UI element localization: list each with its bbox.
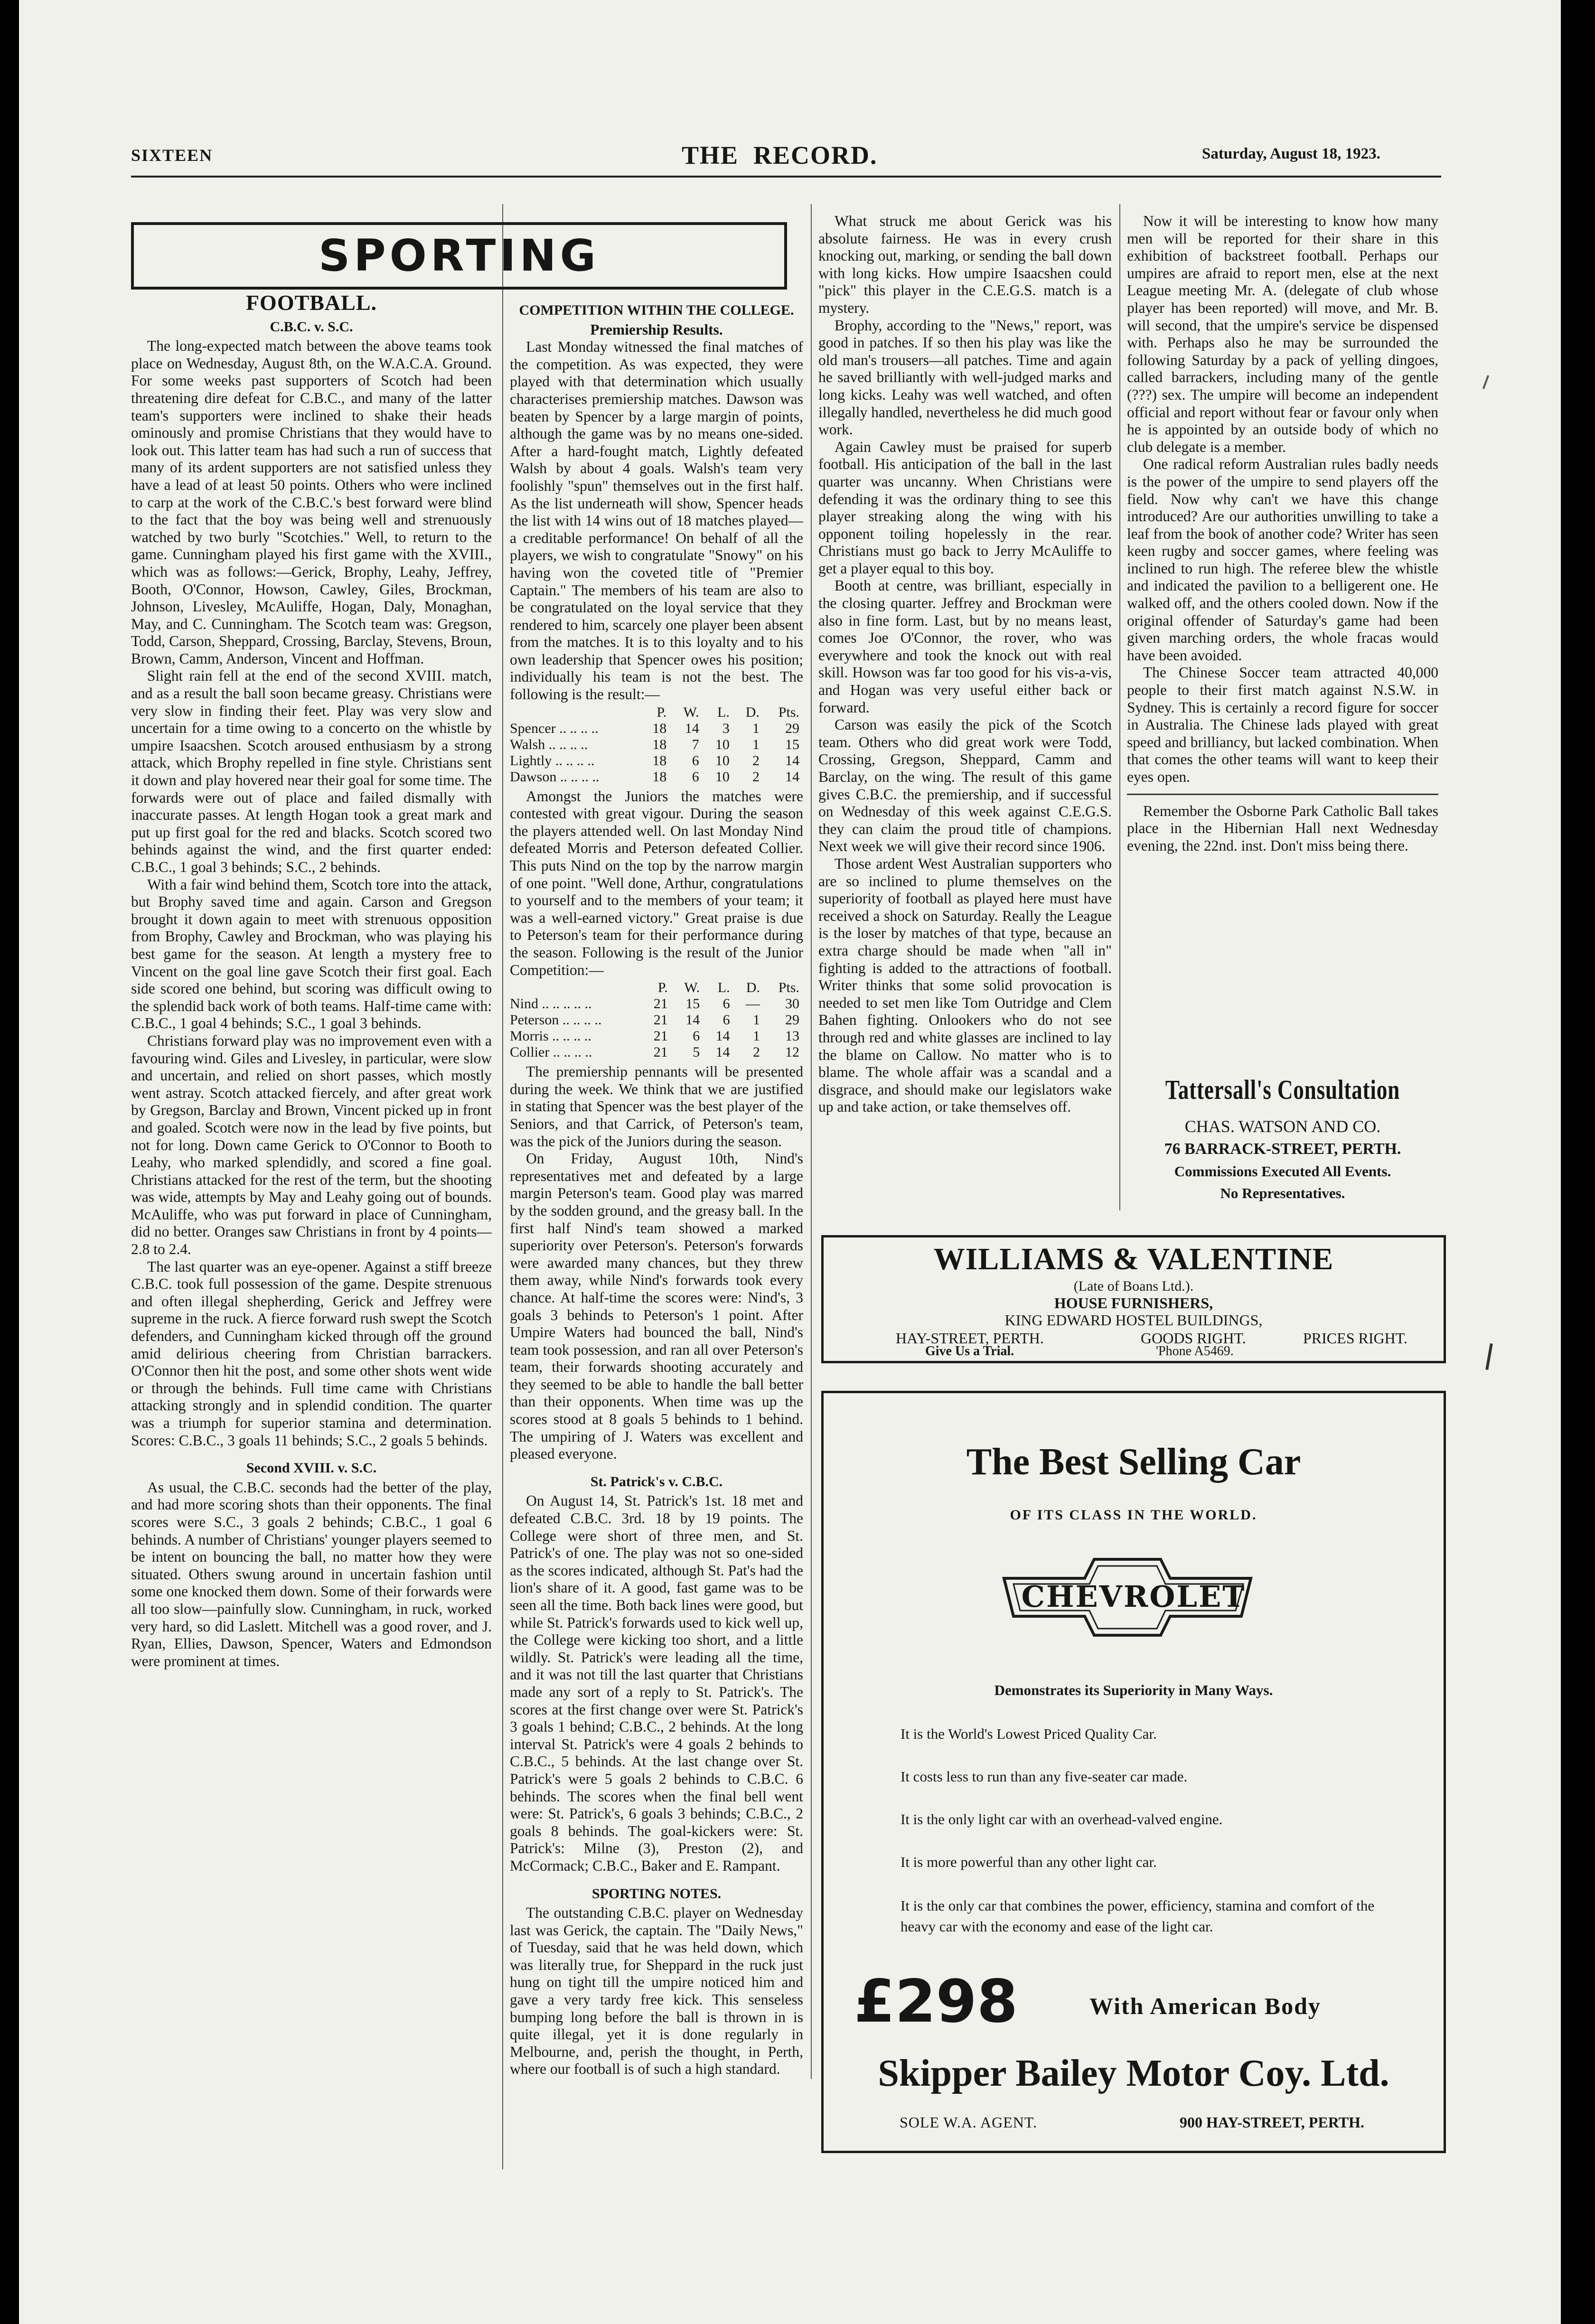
article-paragraph: Christians forward play was no improvement even with a favouring wind. Giles and Livesley, in particular, were slow and uncertain, and relied on short passes, which mostly went astray. Scotch attacked fiercely, and after great work by Gregson, Barclay and Brown, Vincent picked up in front and goaled. Scotch were now in the lead by five points, but not for long. Down came Gerick to O'Connor to Booth to Leahy, who marked splendidly, and scored a fine goal. Christians attacked for the rest of the term, but the shooting was wide, attempts by May and Leahy going out of bounds. McAuliffe, who was put forward in place of Cunningham, did no better. Oranges saw Christians in front by 4 points—2.8 to 2.4.	[131, 1032, 492, 1258]
table-cell: 18	[652, 736, 667, 752]
table-cell: 14	[785, 752, 799, 768]
football-heading: FOOTBALL.	[245, 290, 377, 315]
table-cell: 14	[715, 1044, 730, 1060]
chevrolet-brand: CHEVROLET	[1021, 1579, 1246, 1614]
table-row	[510, 1028, 803, 1044]
table-cell: 10	[715, 736, 730, 752]
article-paragraph: As usual, the C.B.C. seconds had the better of the play, and had more scoring shots than their opponents. The final scores were S.C., 3 goals 2 behinds; C.B.C., 1 goal 6 behinds. A number of Christians' younger players seemed to be intent on bouncing the ball, no matter how they were situated. Others swung around in uncertain fashion until some one knocked them down. Some of their forwards were all too slow—painfully slow. Cunningham, in ruck, worked very hard, so did Laslett. Mitchell was a good rover, and J. Ryan, Ellies, Dawson, Spencer, Waters and Edmondson were prominent at times.	[131, 1479, 492, 1669]
column-header: D.	[745, 704, 760, 720]
williams-trial: Give Us a Trial.	[925, 1344, 1014, 1359]
table-cell: 1	[752, 736, 760, 752]
chevrolet-agent: SOLE W.A. AGENT.	[900, 2114, 1038, 2131]
column-4	[1127, 213, 1438, 1072]
table-cell: 5	[693, 1044, 700, 1060]
chevrolet-headline: The Best Selling Car	[966, 1441, 1301, 1483]
column-1	[131, 290, 492, 2169]
column-rule	[502, 204, 503, 2169]
tattersalls-firm: CHAS. WATSON AND CO.	[1184, 1117, 1381, 1136]
table-cell: 18	[652, 720, 667, 736]
table-row	[510, 769, 803, 785]
table-cell: Peterson .. .. .. ..	[510, 1012, 602, 1028]
table-cell: Spencer .. .. .. ..	[510, 720, 599, 736]
table-cell: 3	[722, 720, 730, 736]
table-cell: 1	[752, 720, 760, 736]
osborne-park-notice: Remember the Osborne Park Catholic Ball takes place in the Hibernian Hall next Wednesday evening, the 22nd. inst. Don't miss being there.	[1127, 802, 1438, 854]
table-cell: 2	[752, 768, 760, 785]
table-cell: 7	[692, 736, 699, 752]
table-cell: Lightly .. .. .. ..	[510, 752, 595, 768]
senior-results-table	[510, 704, 803, 785]
table-cell: —	[746, 996, 760, 1012]
article-paragraph: The last quarter was an eye-opener. Against a stiff breeze C.B.C. took full possession of the game. Despite strenuous and often illegal shepherding, Gerick and Jeffrey were supreme in the ruck. A fierce forward rush swept the Scotch defenders, and Cunningham kicked through off the ground amid delirious cheering from Christian barrackers. O'Connor then hit the post, and some other shots went wide or through the behinds. Full time came with Christians attacking strongly and in splendid condition. The quarter was a triumph for superior stamina and determination. Scores: C.B.C., 3 goals 11 behinds; S.C., 2 goals 5 behinds.	[131, 1258, 492, 1449]
table-cell: 6	[722, 1012, 730, 1028]
margin-mark	[1482, 375, 1489, 389]
table-cell: 21	[653, 1044, 668, 1060]
chevrolet-dealer-address: 900 HAY-STREET, PERTH.	[1180, 2114, 1364, 2131]
table-row	[510, 1044, 803, 1060]
table-cell: 6	[692, 768, 699, 785]
table-cell: 21	[653, 996, 668, 1012]
tattersalls-ad	[1127, 1074, 1438, 1209]
column-header: L.	[717, 704, 730, 720]
article-paragraph: Amongst the Juniors the matches were contested with great vigour. During the season the players attended well. On last Monday Nind defeated Morris and Peterson defeated Collier. This puts Nind on the top by the narrow margin of one point. "Well done, Arthur, congratulations to yourself and to the members of your team; it was a well-earned victory." Great praise is due to Peterson's team for their performance during the season. Following is the result of the Junior Competition:—	[510, 787, 803, 978]
column-2	[510, 302, 803, 2177]
article-paragraph: The outstanding C.B.C. player on Wednesday last was Gerick, the captain. The "Daily News," of Tuesday, said that he was held down, which was literally true, for Sheppard in the ruck just hung on tight till the umpire noticed him and gave a very tardy free kick. This senseless bumping long before the ball is thrown in is quite illegal, yet it is done regularly in Melbourne, and, perish the thought, in Perth, where our football is of such a high standard.	[510, 1904, 803, 2078]
table-cell: 21	[653, 1028, 668, 1044]
williams-prices: PRICES RIGHT.	[1303, 1330, 1407, 1347]
table-cell: 12	[785, 1044, 799, 1060]
chevrolet-price: £298	[854, 1968, 1018, 2036]
column-header: W.	[683, 704, 699, 720]
match-heading-second-xviii: Second XVIII. v. S.C.	[246, 1460, 377, 1476]
column-header: P.	[657, 704, 667, 720]
column-rule	[1119, 204, 1120, 1210]
table-cell: Morris .. .. .. ..	[510, 1028, 591, 1044]
tattersalls-line: No Representatives.	[1220, 1185, 1345, 1201]
williams-valentine-ad	[821, 1235, 1446, 1363]
article-paragraph: The long-expected match between the above teams took place on Wednesday, August 8th, on the W.A.C.A. Ground. For some weeks past supporters of Scotch had been threatening dire defeat for C.B.C., and many of the latter team's supporters were inclined to shake their heads ominously and promise Christians that they would have to look out. This latter team has had such a run of success that many of its ardent supporters are not satisfied unless they have a lead of at least 50 points. Others who were inclined to carp at the work of the C.B.C.'s best forward were blind to the fact that the boy was being well and strenuously watched by two burly "Scotchies." Well, to return to the game. Cunningham played his first game with the XVIII., which was as follows:—Gerick, Brophy, Leahy, Jeffrey, Booth, O'Connor, Howson, Cawley, Giles, Brockman, Johnson, Livesley, McAuliffe, Hogan, Daly, Monaghan, May, and C. Cunningham. The Scotch team was: Gregson, Todd, Carson, Sheppard, Crossing, Barclay, Stevens, Broun, Brown, Camm, Anderson, Vincent and Hoffman.	[131, 337, 492, 667]
table-cell: 15	[785, 736, 799, 752]
divider	[1127, 794, 1438, 795]
table-cell: 29	[785, 1012, 799, 1028]
chevrolet-point: It costs less to run than any five-seater car made.	[901, 1768, 1188, 1785]
article-paragraph: One radical reform Australian rules badly needs is the power of the umpire to send players off the field. Now why can't we have this change introduced? Are our authorities unwilling to take a leaf from the book of another code? Writer has seen keen rugby and soccer games, where feeling was inclined to run high. The referee blew the whistle and indicated the pavilion to a belligerent one. He walked off, and the others cooled down. Now if the original offender of Saturday's game had been given marching orders, the whole fracas would have been avoided.	[1127, 456, 1438, 664]
table-header-row	[510, 980, 803, 996]
table-cell: 30	[785, 996, 799, 1012]
table-row	[510, 737, 803, 753]
sporting-notes-heading: SPORTING NOTES.	[591, 1885, 722, 1902]
match-heading-cbc-sc: C.B.C. v. S.C.	[270, 319, 353, 335]
table-cell: Nind .. .. .. .. ..	[510, 996, 592, 1012]
masthead: THE RECORD.	[682, 141, 878, 169]
table-cell: 1	[753, 1012, 760, 1028]
williams-street: HAY-STREET, PERTH.	[896, 1330, 1044, 1347]
williams-title: WILLIAMS & VALENTINE	[933, 1242, 1334, 1276]
tattersalls-line: Commissions Executed All Events.	[1174, 1163, 1391, 1180]
column-header: P.	[657, 980, 668, 996]
chevrolet-point: It is the only light car with an overhead-valved engine.	[901, 1811, 1223, 1827]
article-paragraph: What struck me about Gerick was his absolute fairness. He was in every crush knocking out, marking, or sending the ball down with long kicks. How umpire Isaacshen could "pick" this player in the C.E.G.S. match is a mystery.	[818, 213, 1112, 316]
premiership-results-heading: Premiership Results.	[590, 321, 723, 338]
table-cell: 1	[753, 1028, 760, 1044]
article-paragraph: The premiership pennants will be presented during the week. We think that we are justified in stating that Spencer was the best player of the Seniors, and that Carrick, of Peterson's team, was the pick of the Juniors during the season.	[510, 1063, 803, 1150]
column-header	[510, 980, 641, 996]
sporting-banner-title: SPORTING	[318, 230, 600, 281]
chevrolet-demonstrates: Demonstrates its Superiority in Many Ways.	[994, 1682, 1273, 1698]
williams-building: KING EDWARD HOSTEL BUILDINGS,	[1004, 1312, 1263, 1329]
table-cell: 6	[693, 1028, 700, 1044]
article-paragraph: Carson was easily the pick of the Scotch team. Others who did great work were Todd, Crossing, Gregson, Sheppard, Camm and Barclay, on the wing. The result of this game gives C.B.C. the premiership, and if successful on Wednesday of this week against C.E.G.S. they can claim the proud title of champions. Next week we will give their record since 1906.	[818, 716, 1112, 855]
column-header: Pts.	[778, 980, 799, 996]
column-header: D.	[746, 980, 760, 996]
chevrolet-price-note: With American Body	[1089, 1993, 1321, 2019]
article-paragraph: Now it will be interesting to know how many men will be reported for their share in this exhibition of backstreet football. Perhaps our umpires are afraid to report men, else at the next League meeting Mr. A. (delegate of club whose player has been reported) will move, and Mr. B. will second, that the umpire's service be dispensed with. Perhaps also he may be surrounded the following Saturday by a pack of yelling dingoes, called barrackers, including many of the gentle (???) sex. The umpire will become an independent official and report without fear or favour only when he is appointed by an outside body of which no club delegate is a member.	[1127, 213, 1438, 455]
margin-mark	[1485, 1343, 1493, 1370]
table-cell: 6	[692, 752, 699, 768]
article-paragraph: Again Cawley must be praised for superb football. His anticipation of the ball in the last quarter was uncanny. When Christians were defending it was the ordinary thing to see this player streaking along the wing with his opponent toiling hopelessly in the rear. Christians must go back to Jerry McAuliffe to get a player equal to this boy.	[818, 438, 1112, 577]
match-heading-st-patricks: St. Patrick's v. C.B.C.	[590, 1473, 723, 1490]
williams-trade: HOUSE FURNISHERS,	[1054, 1294, 1213, 1312]
table-cell: 13	[785, 1028, 799, 1044]
article-paragraph: Those ardent West Australian supporters who are so inclined to plume themselves on the superiority of football as played here must have received a shock on Saturday. Really the League is the loser by matches of that type, because an extra charge should be made when "all in" fighting is added to the attractions of football. Writer thinks that some solid provocation is needed to set men like Tom Outridge and Clem Bahen fighting. Onlookers who do not see through red and white glasses are inclined to lay the blame on Callow. No matter who is to blame. The whole affair was a scandal and a disgrace, and should make our legislators wake up and take action, or take themselves off.	[818, 855, 1112, 1115]
article-paragraph: Brophy, according to the "News," report, was good in patches. If so then his play was like the old man's trousers—all patches. Time and again he saved brilliantly with well-judged marks and long kicks. Leahy was well watched, and often illegally handled, nevertheless he did much good work.	[818, 317, 1112, 438]
competition-heading: COMPETITION WITHIN THE COLLEGE.	[519, 302, 794, 318]
tattersalls-title: Tattersall's Consultation	[1165, 1074, 1400, 1105]
article-paragraph: Booth at centre, was brilliant, especially in the closing quarter. Jeffrey and Brockman were also in fine form. Last, but by no means least, comes Joe O'Connor, the rover, who was everywhere and took the knock out with real skill. Howson was far too good for his vis-a-vis, and Hogan was very useful either back or forward.	[818, 577, 1112, 716]
table-row	[510, 996, 803, 1012]
article-paragraph: Slight rain fell at the end of the second XVIII. match, and as a result the ball soon became greasy. Christians were very slow in finding their feet. Play was very slow and uncertain for a time owing to a concerto on the whistle by umpire Isaacshen. Scotch aroused enthusiasm by a strong attack, which Brophy repelled in fine style. Christians sent it down and play hovered near their goal for some time. The forwards were out of place and failed dismally with inaccurate passes. At length Hogan took a great mark and put up first goal for the red and blacks. Scotch scored two behinds against the wind, and the first quarter ended: C.B.C., 1 goal 3 behinds; S.C., 2 behinds.	[131, 667, 492, 875]
williams-phone: 'Phone A5469.	[1156, 1344, 1234, 1359]
table-cell: 10	[715, 752, 730, 768]
sporting-banner	[131, 222, 787, 290]
article-paragraph: With a fair wind behind them, Scotch tore into the attack, but Brophy saved time and again. Carson and Gregson brought it down again to meet with strenuous opposition from Brophy, Cawley and Brockman, who was playing his best game for the season. At length a mystery free to Vincent on the goal line gave Scotch their first goal. Each side scored one behind, but scoring was difficult owing to the splendid back work of both teams. Half-time came with: C.B.C., 1 goal 4 behinds; S.C., 1 goal 3 behinds.	[131, 876, 492, 1032]
table-cell: 2	[753, 1044, 760, 1060]
table-cell: 6	[722, 996, 730, 1012]
column-header	[510, 704, 640, 721]
table-cell: 10	[715, 768, 730, 785]
chevrolet-point: It is the only car that combines the power, efficiency, stamina and comfort of the heavy car with the economy and ease of the light car.	[901, 1897, 1375, 1935]
table-cell: Dawson .. .. .. ..	[510, 768, 600, 785]
tattersalls-address: 76 BARRACK-STREET, PERTH.	[1164, 1140, 1401, 1158]
page-label: SIXTEEN	[131, 146, 213, 165]
article-paragraph: The Chinese Soccer team attracted 40,000 people to their first match against N.S.W. in Sydney. This is certainly a record figure for soccer in Australia. The Chinese lads played with great speed and brilliancy, but lacked combination. When that comes the other teams will want to keep their eyes open.	[1127, 664, 1438, 785]
table-cell: 15	[685, 996, 700, 1012]
table-cell: 29	[785, 720, 799, 736]
table-cell: 14	[785, 768, 799, 785]
column-rule	[811, 204, 812, 2079]
column-header: Pts.	[778, 704, 799, 720]
table-cell: Collier .. .. .. ..	[510, 1044, 592, 1060]
table-cell: 14	[685, 1012, 700, 1028]
column-header: W.	[684, 980, 700, 996]
williams-subtitle: (Late of Boans Ltd.).	[1073, 1278, 1194, 1294]
table-header-row	[510, 704, 803, 721]
chevrolet-dealer: Skipper Bailey Motor Coy. Ltd.	[878, 2052, 1389, 2094]
newspaper-page	[19, 0, 1561, 2324]
junior-results-table	[510, 980, 803, 1060]
article-paragraph: On August 14, St. Patrick's 1st. 18 met and defeated C.B.C. 3rd. 18 by 19 points. The College were short of three men, and St. Patrick's of one. The play was not so one-sided as the scores indicated, although St. Pat's had the lion's share of it. A good, fast game was to be seen all the time. Both back lines were good, but while St. Patrick's forwards used to kick well up, the College were kicking too short, and a little wildly. St. Patrick's were leading all the time, and it was not till the last quarter that Christians made any sort of a reply to St. Patrick's. The scores at the first change over were St. Patrick's 3 goals 1 behind; C.B.C., 2 behinds. At the long interval St. Patrick's were 4 goals 2 behinds to C.B.C., 5 behinds. At the last change over St. Patrick's were 5 goals 2 behinds to C.B.C. 6 behinds. The scores when the final bell went were: St. Patrick's, 6 goals 3 behinds; C.B.C., 2 goals 8 behinds. The goal-kickers were: St. Patrick's: Milne (3), Preston (2), and McCormack; C.B.C., Baker and E. Rampant.	[510, 1492, 803, 1874]
table-cell: Walsh .. .. .. ..	[510, 736, 588, 752]
table-cell: 18	[652, 768, 667, 785]
table-cell: 14	[715, 1028, 730, 1044]
table-cell: 21	[653, 1012, 668, 1028]
issue-date: Saturday, August 18, 1923.	[1202, 145, 1380, 162]
chevrolet-point: It is the World's Lowest Priced Quality Car.	[901, 1725, 1157, 1742]
table-cell: 18	[652, 752, 667, 768]
chevrolet-point: It is more powerful than any other light car.	[901, 1854, 1157, 1870]
column-header: L.	[717, 980, 730, 996]
article-paragraph: On Friday, August 10th, Nind's representatives met and defeated by a large margin Peterson's team. Good play was marred by the sodden ground, and the greasy ball. In the first half Nind's team showed a marked superiority over Peterson's. Peterson's forwards were awarded many chances, but they threw them away, while Nind's forwards took every chance. At half-time the scores were: Nind's, 3 goals 3 behinds to Peterson's 1 point. After Umpire Waters had bounced the ball, Nind's team took possession, and ran all over Peterson's team, their forwards shooting accurately and they seemed to be able to handle the ball better than their opponents. When time was up the scores stood at 8 goals 5 behinds to 1 behind. The umpiring of J. Waters was excellent and pleased everyone.	[510, 1150, 803, 1462]
chevrolet-ad	[821, 1391, 1446, 2153]
chevrolet-subhead: OF ITS CLASS IN THE WORLD.	[1010, 1507, 1257, 1523]
table-cell: 2	[752, 752, 760, 768]
table-row	[510, 753, 803, 769]
table-row	[510, 721, 803, 737]
column-3	[818, 213, 1112, 1209]
table-cell: 14	[685, 720, 699, 736]
header-rule	[131, 176, 1441, 178]
table-row	[510, 1012, 803, 1028]
article-paragraph: Last Monday witnessed the final matches of the competition. As was expected, they were played with that determination which usually characterises premiership matches. Dawson was beaten by Spencer by a large margin of points, although the game was by no means one-sided. After a hard-fought match, Lightly defeated Walsh by about 4 goals. Walsh's team very foolishly "spun" themselves out in the first half. As the list underneath will show, Spencer heads the list with 14 wins out of 18 matches played—a creditable performance! On behalf of all the players, we wish to congratulate "Snowy" on his having won the coveted title of "Premier Captain." The members of his team are also to be congratulated on the loyal service that they rendered to him, scarcely one player been absent from the matches. It is to this loyalty and to his own leadership that Spencer owes his position; individually his team is not the best. The following is the result:—	[510, 338, 803, 703]
williams-goods: GOODS RIGHT.	[1141, 1330, 1246, 1347]
